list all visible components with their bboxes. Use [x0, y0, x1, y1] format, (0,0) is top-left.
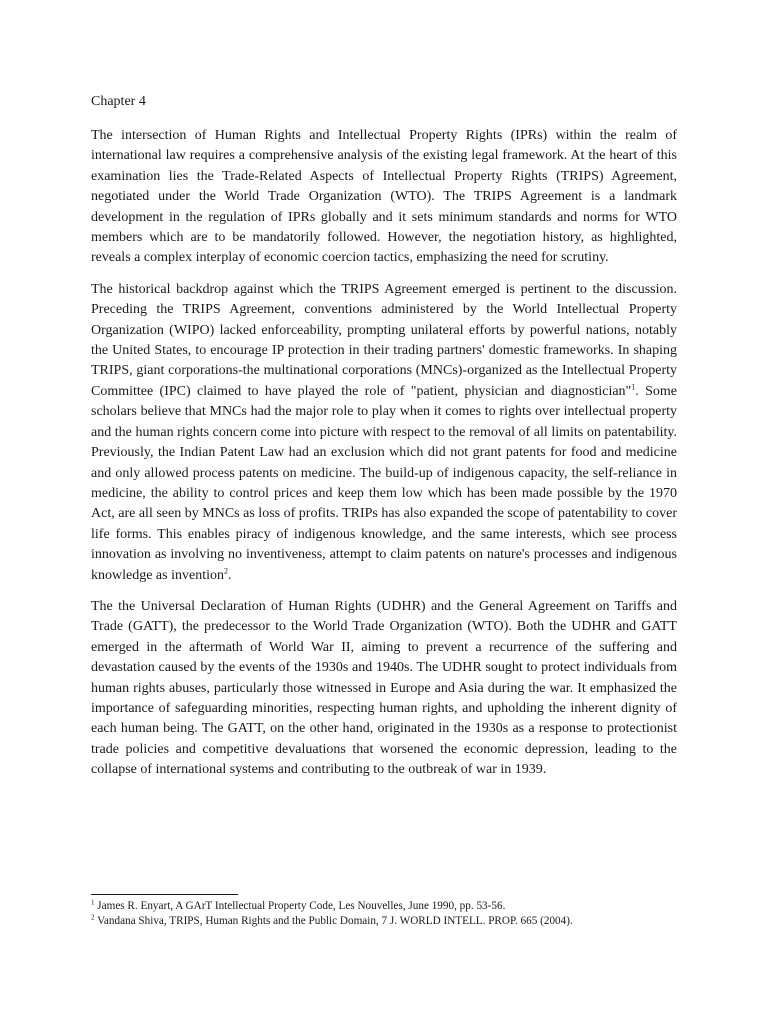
- paragraph-1-text: The intersection of Human Rights and Intellectual Property Rights (IPRs) within the realm of international law requires a comprehensive analysis of the existing legal framework. At the heart of this examination lies the Trade-Related Aspects of Intellectual Property Rights (TRIPS) Agreement, negotiated under the World Trade Organization (WTO). The TRIPS Agreement is a landmark development in the regulation of IPRs globally and it sets minimum standards and norms for WTO members which are to be mandatorily followed. However, the negotiation history, as highlighted, reveals a complex interplay of economic coercion tactics, emphasizing the need for scrutiny.: [91, 128, 677, 266]
- footnote-2-mark: 2: [91, 913, 95, 922]
- paragraph-3-text: The the Universal Declaration of Human Rights (UDHR) and the General Agreement on Tariffs and Trade (GATT), the predecessor to the World Trade Organization (WTO). Both the UDHR and GATT emerged in the aftermath of World War II, aiming to prevent a recurrence of the suffering and devastation caused by the events of the 1930s and 1940s. The UDHR sought to protect individuals from human rights abuses, particularly those witnessed in Europe and Asia during the war. It emphasized the importance of safeguarding minorities, respecting human rights, and upholding the inherent dignity of each human being. The GATT, on the other hand, originated in the 1930s as a response to protectionist trade policies and competitive devaluations that worsened the economic depression, leading to the collapse of international systems and contributing to the outbreak of war in 1939.: [91, 598, 677, 778]
- footnote-1-mark: 1: [91, 898, 95, 907]
- footnote-2: [91, 914, 677, 929]
- paragraph-1: [91, 126, 677, 269]
- footnote-separator: [91, 894, 238, 895]
- footnote-1: [91, 899, 677, 914]
- footnote-ref-1: 1: [631, 382, 636, 392]
- paragraph-2: [91, 280, 677, 586]
- paragraph-2-text-a: The historical backdrop against which the TRIPS Agreement emerged is pertinent to the discussion. Preceding the TRIPS Agreement, conventions administered by the World Intellectual Property Organization (WIPO) lacked enforceability, prompting unilateral efforts by powerful nations, notably the United States, to encourage IP protection in their trading partners' domestic frameworks. In shaping TRIPS, giant corporations-the multinational corporations (MNCs)-organized as the Intellectual Property Committee (IPC) claimed to have played the role of "patient, physician and diagnostician": [91, 281, 677, 399]
- footnotes: [91, 899, 677, 929]
- footnote-2-text: Vandana Shiva, TRIPS, Human Rights and the Public Domain, 7 J. WORLD INTELL. PROP. 665 (2004).: [94, 915, 573, 927]
- footnote-1-text: James R. Enyart, A GArT Intellectual Property Code, Les Nouvelles, June 1990, pp. 53-56.: [94, 900, 506, 912]
- paragraph-3: [91, 597, 677, 781]
- chapter-heading: Chapter 4: [91, 94, 146, 109]
- paragraph-2-text-c: .: [227, 567, 232, 583]
- paragraph-2-text-b: . Some scholars believe that MNCs had the major role to play when it comes to rights over intellectual property and the human rights concern come into picture with respect to the removal of all limits on patentability. Previously, the Indian Patent Law had an exclusion which did not grant patents for food and medicine and only allowed process patents on medicine. The build-up of indigenous capacity, the self-reliance in medicine, the ability to control prices and keep them low which has been made possible by the 1970 Act, are all seen by MNCs as loss of profits. TRIPs has also expanded the scope of patentability to cover life forms. This enables piracy of indigenous knowledge, and the same interests, which see process innovation as involving no inventiveness, attempt to claim patents on nature's processes and indigenous knowledge as invention: [91, 383, 677, 583]
- footnote-ref-2: 2: [223, 565, 228, 575]
- page-body: [91, 92, 677, 792]
